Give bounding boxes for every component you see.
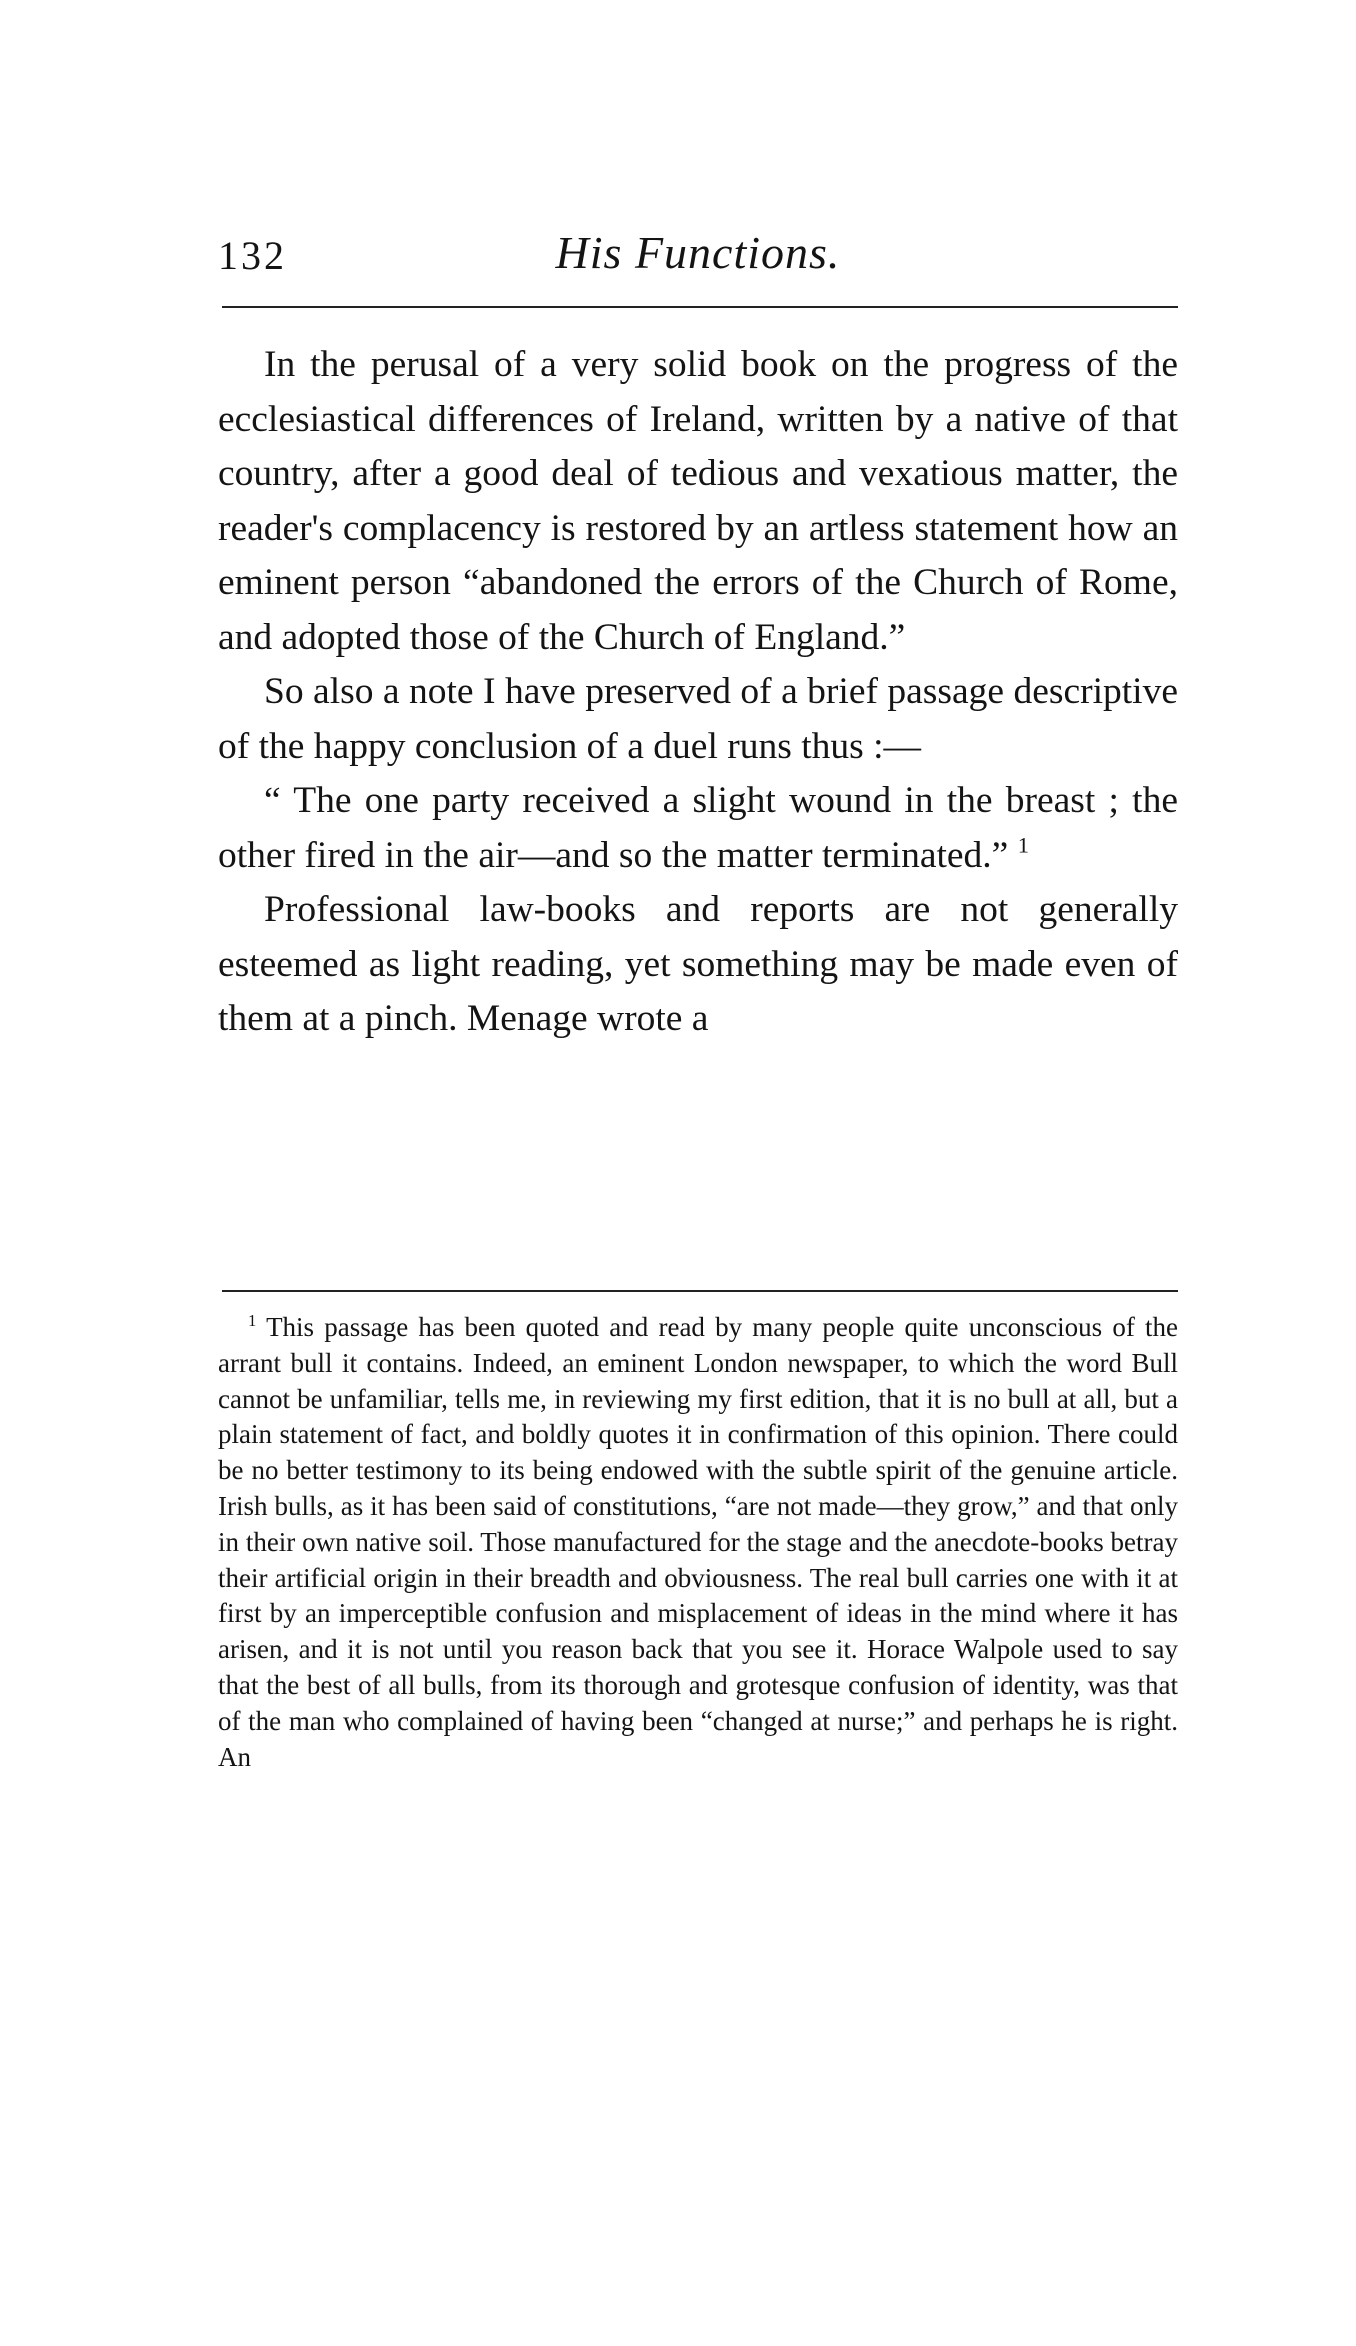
running-title: His Functions.	[555, 227, 841, 278]
footnote-rule	[222, 1290, 1178, 1292]
footnote-marker: 1	[248, 1310, 257, 1330]
footnote	[218, 1310, 1178, 1775]
body-text	[218, 338, 1178, 1047]
paragraph: Professional law-books and reports are not generally esteemed as light reading, yet something may be made even of them at a pinch. Menage wrote a	[218, 889, 1178, 1039]
paragraph: So also a note I have preserved of a brief passage descriptive of the happy conclusion of a duel runs thus :—	[218, 671, 1178, 767]
quoted-passage: “ The one party received a slight wound in the breast ; the other fired in the air—and so the matter terminated.”	[218, 780, 1178, 876]
footnote-paragraph	[218, 1310, 1178, 1775]
footnote-reference: 1	[1017, 831, 1029, 857]
footnote-text: This passage has been quoted and read by many people quite unconscious of the arrant bull it contains. Indeed, an eminent London newspaper, to which the word Bull cannot be unfamiliar, tells me, in reviewing my first edition, that it is no bull at all, but a plain statement of fact, and boldly quotes it in confirmation of this opinion. There could be no better testimony to its being endowed with the subtle spirit of the genuine article. Irish bulls, as it has been said of constitutions, “are not made—they grow,” and that only in their own native soil. Those manufactured for the stage and the anecdote-books betray their artificial origin in their breadth and obviousness. The real bull carries one with it at first by an imperceptible confusion and misplacement of ideas in the mind where it has arisen, and it is not until you reason back that you see it. Horace Walpole used to say that the best of all bulls, from its thorough and grotesque confusion of identity, was that of the man who complained of having been “changed at nurse;” and perhaps he is right. An	[218, 1312, 1178, 1772]
header-rule	[222, 306, 1178, 308]
paragraph: In the perusal of a very solid book on the progress of the ecclesiastical differences of Ireland, written by a native of that country, after a good deal of tedious and vexatious matter, the reader's complacency is restored by an artless statement how an eminent person “abandoned the errors of the Church of Rome, and adopted those of the Church of England.”	[218, 344, 1178, 658]
running-head	[218, 226, 1178, 286]
paragraph	[218, 774, 1178, 883]
page-number: 132	[218, 233, 287, 278]
